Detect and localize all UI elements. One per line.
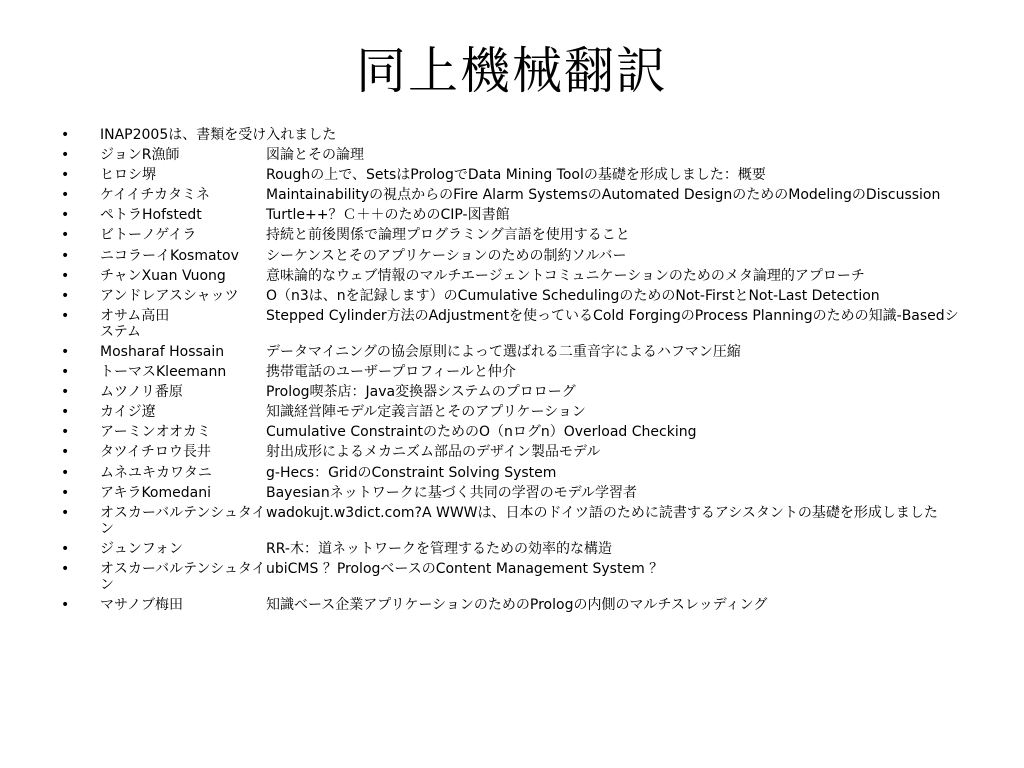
bullet-icon: •	[61, 207, 70, 224]
author-name: ムツノリ番原	[100, 384, 183, 401]
list-item	[0, 187, 1024, 203]
list-item	[0, 127, 1024, 143]
bullet-icon: •	[61, 424, 70, 441]
author-name: ヒロシ堺	[100, 167, 156, 184]
bullet-icon: •	[61, 187, 70, 204]
author-name: チャンXuan Vuong	[100, 267, 226, 284]
list-item	[0, 505, 1024, 537]
bullet-icon: •	[61, 464, 70, 481]
list-item	[0, 384, 1024, 400]
list-item	[0, 541, 1024, 557]
author-name: オスカーバルテンシュタイン	[100, 504, 266, 537]
list-item	[0, 308, 1024, 340]
paper-title: Cumulative ConstraintのためのO（nログn）Overload Checking	[266, 424, 697, 441]
list-item	[0, 485, 1024, 501]
list-item	[0, 465, 1024, 481]
paper-title: データマイニングの協会原則によって選ばれる二重音字によるハフマン圧縮	[266, 343, 741, 360]
list-item	[0, 444, 1024, 460]
bullet-icon: •	[61, 444, 70, 461]
author-name: タツイチロウ長井	[100, 444, 211, 461]
paper-title: wadokujt.w3dict.com?A WWWは、日本のドイツ語のために読書するアシスタントの基礎を形成しました	[266, 504, 938, 521]
paper-title: 携帯電話のユーザープロフィールと仲介	[266, 364, 516, 381]
list-item	[0, 344, 1024, 360]
author-name: ペトラHofstedt	[100, 207, 202, 224]
list-item	[0, 248, 1024, 264]
author-name: ニコラーイKosmatov	[100, 247, 239, 264]
bullet-icon: •	[61, 247, 70, 264]
bullet-icon: •	[61, 596, 70, 613]
bullet-icon: •	[61, 167, 70, 184]
paper-title: 図論とその論理	[266, 147, 364, 164]
list-item	[0, 147, 1024, 163]
paper-title: ubiCMS ？PrologベースのContent Management System ？	[266, 560, 664, 577]
paper-title: g-Hecs：GridのConstraint Solving System	[266, 464, 557, 481]
list-item	[0, 207, 1024, 223]
list-item	[0, 597, 1024, 613]
author-name: カイジ遼	[100, 404, 156, 421]
author-name: ジュンフォン	[100, 540, 184, 557]
author-name: アンドレアスシャッツ	[100, 287, 239, 304]
bullet-icon: •	[61, 484, 70, 501]
bullet-icon: •	[61, 127, 70, 143]
bullet-icon: •	[61, 404, 70, 421]
bullet-icon: •	[61, 560, 70, 577]
bullet-icon: •	[61, 227, 70, 244]
paper-title: Maintainabilityの視点からのFire Alarm SystemsのAutomated DesignのためのModelingのDiscussion	[266, 187, 941, 204]
paper-title: O（n3は、nを記録します）のCumulative SchedulingのためのNot-FirstとNot-Last Detection	[266, 287, 880, 304]
author-name: アキラKomedani	[100, 484, 211, 501]
author-name: アーミンオオカミ	[100, 424, 211, 441]
list-item	[0, 364, 1024, 380]
author-name: ケイイチカタミネ	[100, 187, 211, 204]
list-item	[0, 288, 1024, 304]
author-name: ムネユキカワタニ	[100, 464, 212, 481]
paper-title: 射出成形によるメカニズム部品のデザイン製品モデル	[266, 444, 601, 461]
author-name: トーマスKleemann	[100, 364, 227, 381]
author-name: Mosharaf Hossain	[100, 343, 225, 360]
paper-title: Stepped Cylinder方法のAdjustmentを使っているCold ForgingのProcess Planningのための知識-Basedシステム	[100, 307, 959, 340]
list-item	[0, 424, 1024, 440]
author-name: マサノブ梅田	[100, 596, 184, 613]
paper-title: Turtle++？Ｃ＋＋のためのCIP-図書館	[266, 207, 510, 224]
list-item	[0, 404, 1024, 420]
bullet-list	[0, 127, 1024, 617]
bullet-icon: •	[61, 267, 70, 284]
bullet-icon: •	[61, 147, 70, 164]
author-name: オサム高田	[100, 307, 170, 324]
author-name: INAP2005は、書類を受け入れました	[100, 127, 337, 143]
list-item	[0, 268, 1024, 284]
author-name: オスカーバルテンシュタイン	[100, 560, 266, 593]
paper-title: 持続と前後関係で論理プログラミング言語を使用すること	[266, 227, 630, 244]
paper-title: 知識ベース企業アプリケーションのためのPrologの内側のマルチスレッディング	[266, 596, 768, 613]
bullet-icon: •	[61, 384, 70, 401]
bullet-icon: •	[61, 307, 70, 324]
author-name: ビトーノゲイラ	[100, 227, 197, 244]
paper-title: Prolog喫茶店：Java変換器システムのプロローグ	[266, 384, 576, 401]
bullet-icon: •	[61, 540, 70, 557]
paper-title: Roughの上で、SetsはPrologでData Mining Toolの基礎を形成しました：概要	[266, 167, 766, 184]
bullet-icon: •	[61, 364, 70, 381]
list-item	[0, 227, 1024, 243]
list-item	[0, 167, 1024, 183]
list-item	[0, 561, 1024, 593]
paper-title: 知識経営陣モデル定義言語とそのアプリケーション	[266, 404, 586, 421]
paper-title: シーケンスとそのアプリケーションのための制約ソルバー	[266, 247, 627, 264]
slide-title: 同上機械翻訳	[356, 42, 668, 100]
paper-title: RR-木：道ネットワークを管理するための効率的な構造	[266, 540, 612, 557]
bullet-icon: •	[61, 343, 70, 360]
paper-title: 意味論的なウェブ情報のマルチエージェントコミュニケーションのためのメタ論理的アプローチ	[266, 267, 865, 284]
author-name: ジョンR漁師	[100, 147, 180, 164]
bullet-icon: •	[61, 287, 70, 304]
bullet-icon: •	[61, 504, 70, 521]
paper-title: Bayesianネットワークに基づく共同の学習のモデル学習者	[266, 484, 638, 501]
